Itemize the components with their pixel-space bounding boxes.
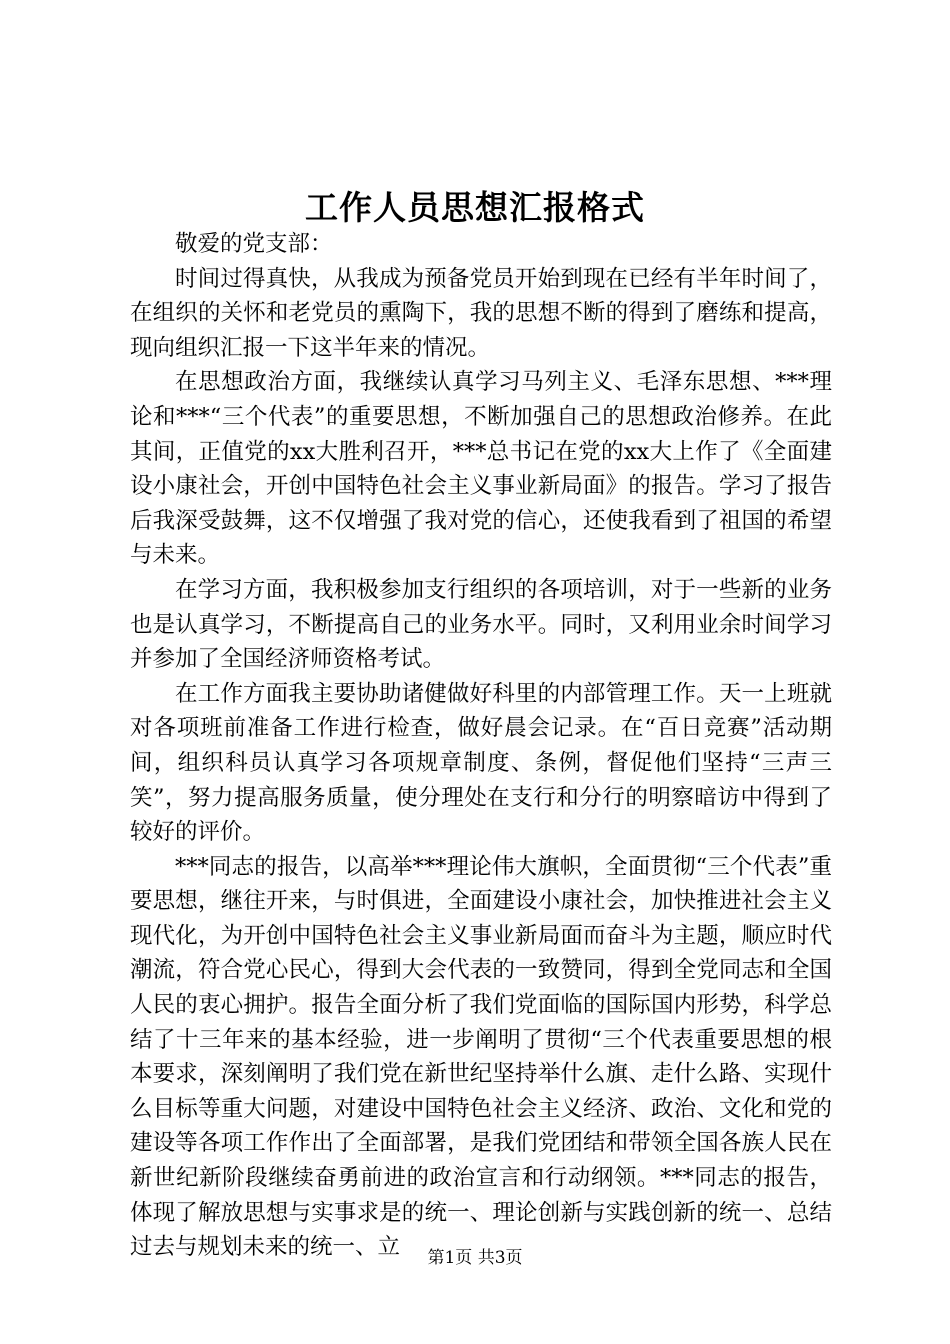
paragraph-4: 在工作方面我主要协助诸健做好科里的内部管理工作。天一上班就对各项班前准备工作进行检查，做好晨会记录。在“百日竞赛”活动期间，组织科员认真学习各项规章制度、条例，督促他们坚持“三声三笑”，努力提高服务质量，使分理处在支行和分行的明察暗访中得到了较好的评价。	[130, 680, 832, 846]
paragraph-3: 在学习方面，我积极参加支行组织的各项培训，对于一些新的业务也是认真学习，不断提高自己的业务水平。同时，又利用业余时间学习并参加了全国经济师资格考试。	[130, 576, 832, 673]
paragraph-2: 在思想政治方面，我继续认真学习马列主义、毛泽东思想、***理论和***“三个代表”的重要思想，不断加强自己的思想政治修养。在此其间，正值党的xx大胜利召开，***总书记在党的xx大上作了《全面建设小康社会，开创中国特色社会主义事业新局面》的报告。学习了报告后我深受鼓舞，这不仅增强了我对党的信心，还使我看到了祖国的希望与未来。	[130, 369, 832, 569]
paragraph-1: 时间过得真快，从我成为预备党员开始到现在已经有半年时间了，在组织的关怀和老党员的熏陶下，我的思想不断的得到了磨练和提高，现向组织汇报一下这半年来的情况。	[130, 265, 832, 361]
page-footer: 第1页 共3页	[427, 1248, 523, 1268]
document-body	[130, 227, 832, 1265]
salutation: 敬爱的党支部：	[175, 231, 333, 257]
paragraph-5: ***同志的报告，以高举***理论伟大旗帜，全面贯彻“三个代表”重要思想，继往开来，与时俱进，全面建设小康社会，加快推进社会主义现代化，为开创中国特色社会主义事业新局面而奋斗为主题，顺应时代潮流，符合党心民心，得到大会代表的一致赞同，得到全党同志和全国人民的衷心拥护。报告全面分析了我们党面临的国际国内形势，科学总结了十三年来的基本经验，进一步阐明了贯彻“三个代表重要思想的根本要求，深刻阐明了我们党在新世纪坚持举什么旗、走什么路、实现什么目标等重大问题，对建设中国特色社会主义经济、政治、文化和党的建设等各项工作作出了全面部署，是我们党团结和带领全国各族人民在新世纪新阶段继续奋勇前进的政治宣言和行动纲领。***同志的报告，体现了解放思想与实事求是的统一、理论创新与实践创新的统一、总结过去与规划未来的统一、立	[130, 853, 832, 1261]
document-title: 工作人员思想汇报格式	[305, 188, 645, 227]
